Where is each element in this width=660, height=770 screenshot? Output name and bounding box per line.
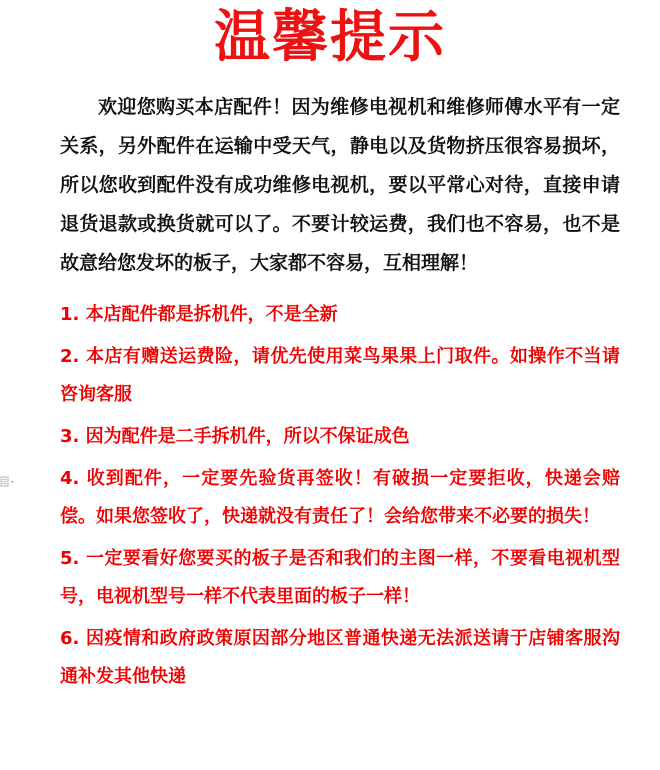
notice-list — [60, 296, 620, 700]
intro-paragraph: 欢迎您购买本店配件！因为维修电视机和维修师傅水平有一定关系，另外配件在运输中受天气，静电以及货物挤压很容易损坏，所以您收到配件没有成功维修电视机，要以平常心对待，直接申请退货退款或换货就可以了。不要计较运费，我们也不容易，也不是故意给您发坏的板子，大家都不容易，互相理解！ — [60, 96, 620, 274]
notice-item-3: 3. 因为配件是二手拆机件，所以不保证成色 — [60, 426, 410, 447]
notice-item-5: 5. 一定要看好您要买的板子是否和我们的主图一样，不要看电视机型号，电视机型号一样不代表里面的板子一样！ — [60, 548, 620, 607]
notice-item-2: 2. 本店有赠送运费险，请优先使用菜鸟果果上门取件。如操作不当请咨询客服 — [60, 346, 620, 405]
notice-item-1: 1. 本店配件都是拆机件，不是全新 — [60, 304, 338, 325]
document-arrow-icon[interactable] — [0, 474, 16, 488]
page-title: 温馨提示 — [214, 5, 446, 70]
notice-item-4: 4. 收到配件，一定要先验货再签收！有破损一定要拒收，快递会赔偿。如果您签收了，快递就没有责任了！会给您带来不必要的损失！ — [60, 468, 620, 527]
notice-item-6: 6. 因疫情和政府政策原因部分地区普通快递无法派送请于店铺客服沟通补发其他快递 — [60, 628, 620, 687]
